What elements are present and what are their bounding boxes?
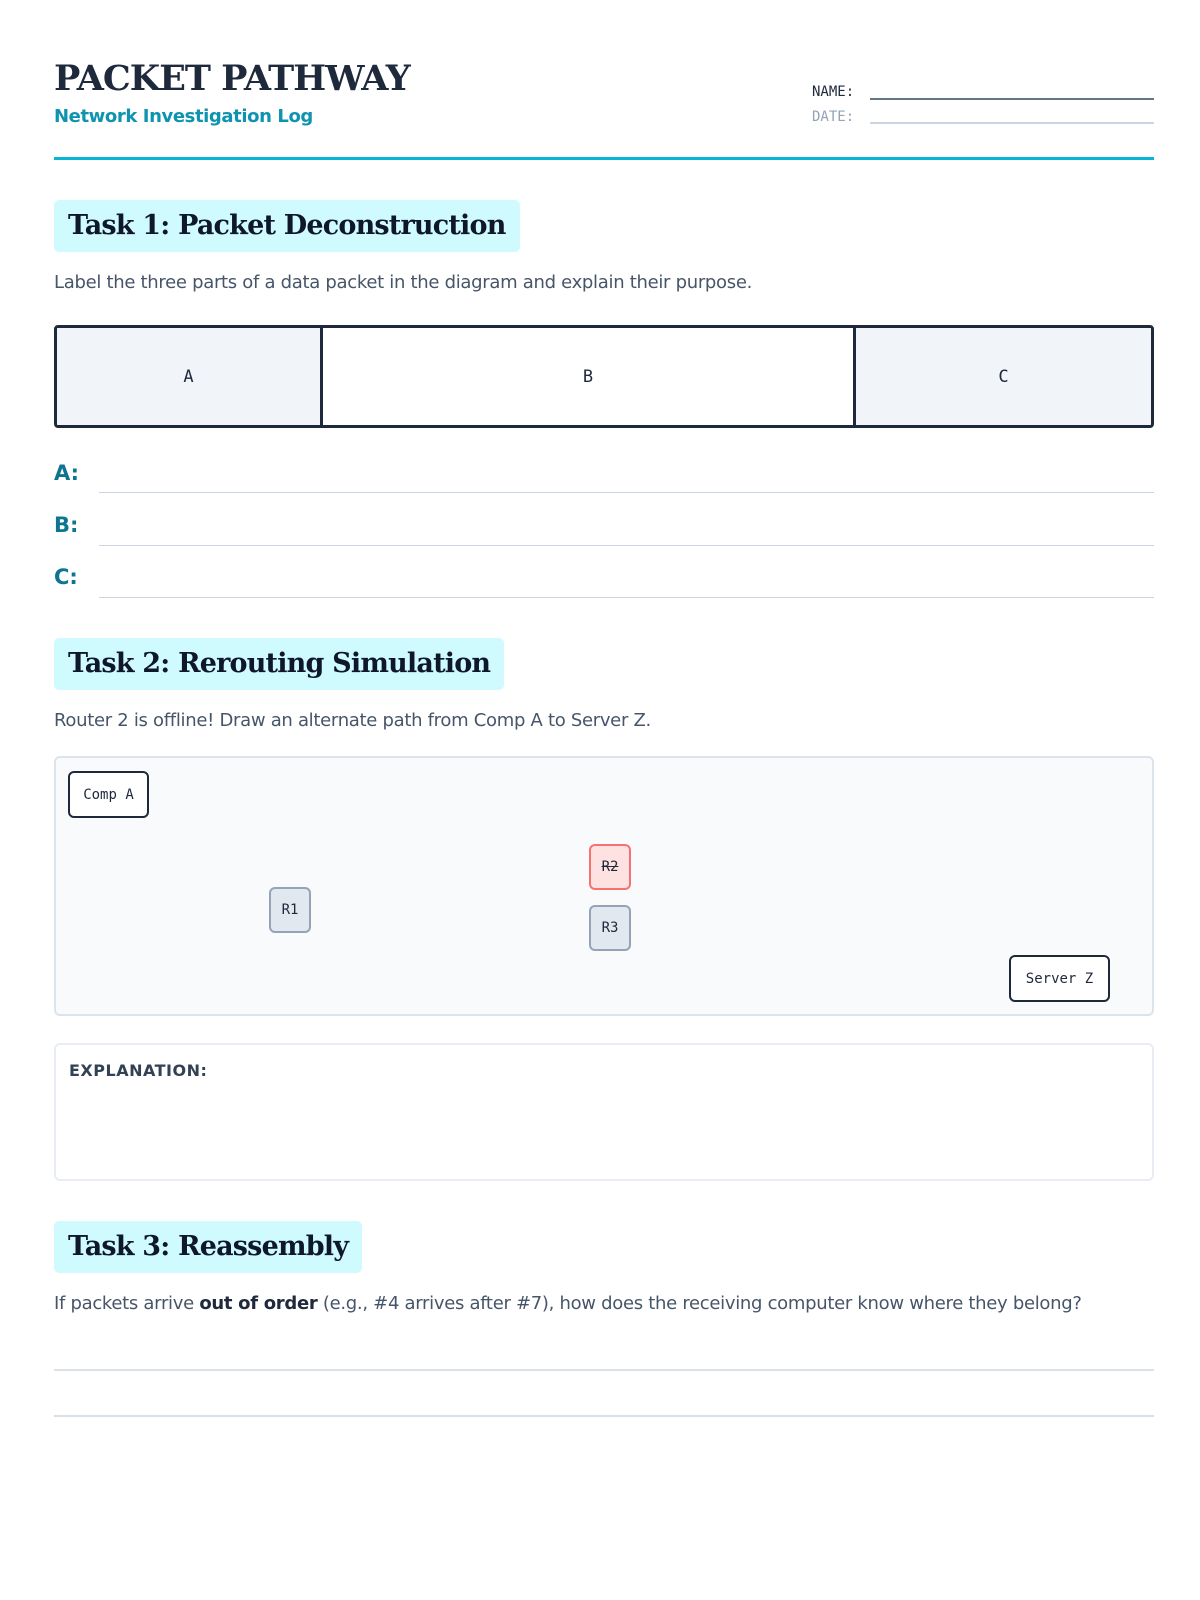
packet-segment-a: A (57, 328, 323, 425)
explanation-label: EXPLANATION: (69, 1061, 208, 1080)
packet-diagram (54, 325, 1154, 428)
date-field[interactable] (870, 122, 1154, 124)
header-divider (54, 157, 1154, 160)
answer-label-b: B: (54, 513, 79, 537)
name-label: NAME: (812, 84, 855, 100)
task3-question (54, 1293, 1082, 1314)
page-title: PACKET PATHWAY (54, 58, 410, 99)
writing-line-2[interactable] (54, 1415, 1154, 1417)
page-subtitle: Network Investigation Log (54, 106, 313, 127)
answer-line-b[interactable] (99, 545, 1154, 546)
task1-heading: Task 1: Packet Deconstruction (54, 200, 520, 252)
task3-heading: Task 3: Reassembly (54, 1221, 362, 1273)
task2-heading: Task 2: Rerouting Simulation (54, 638, 504, 690)
writing-line-1[interactable] (54, 1369, 1154, 1371)
task1-instructions: Label the three parts of a data packet in the diagram and explain their purpose. (54, 272, 753, 293)
node-router-3: R3 (589, 905, 631, 951)
packet-segment-b: B (323, 328, 856, 425)
explanation-box[interactable] (54, 1043, 1154, 1181)
answer-label-c: C: (54, 565, 78, 589)
date-label: DATE: (812, 109, 855, 125)
answer-line-c[interactable] (99, 597, 1154, 598)
node-router-1: R1 (269, 887, 311, 933)
question-text-end: (e.g., #4 arrives after #7), how does the receiving computer know where they belong? (317, 1293, 1082, 1314)
question-text: If packets arrive (54, 1293, 200, 1314)
network-diagram[interactable] (54, 756, 1154, 1016)
node-comp-a: Comp A (68, 771, 149, 818)
packet-segment-c: C (856, 328, 1151, 425)
question-emphasis: out of order (199, 1293, 318, 1314)
node-server-z: Server Z (1009, 955, 1110, 1002)
answer-label-a: A: (54, 461, 80, 485)
name-field[interactable] (870, 98, 1154, 100)
answer-line-a[interactable] (99, 492, 1154, 493)
task2-instructions: Router 2 is offline! Draw an alternate path from Comp A to Server Z. (54, 710, 651, 731)
node-router-2-offline: R2 (589, 844, 631, 890)
